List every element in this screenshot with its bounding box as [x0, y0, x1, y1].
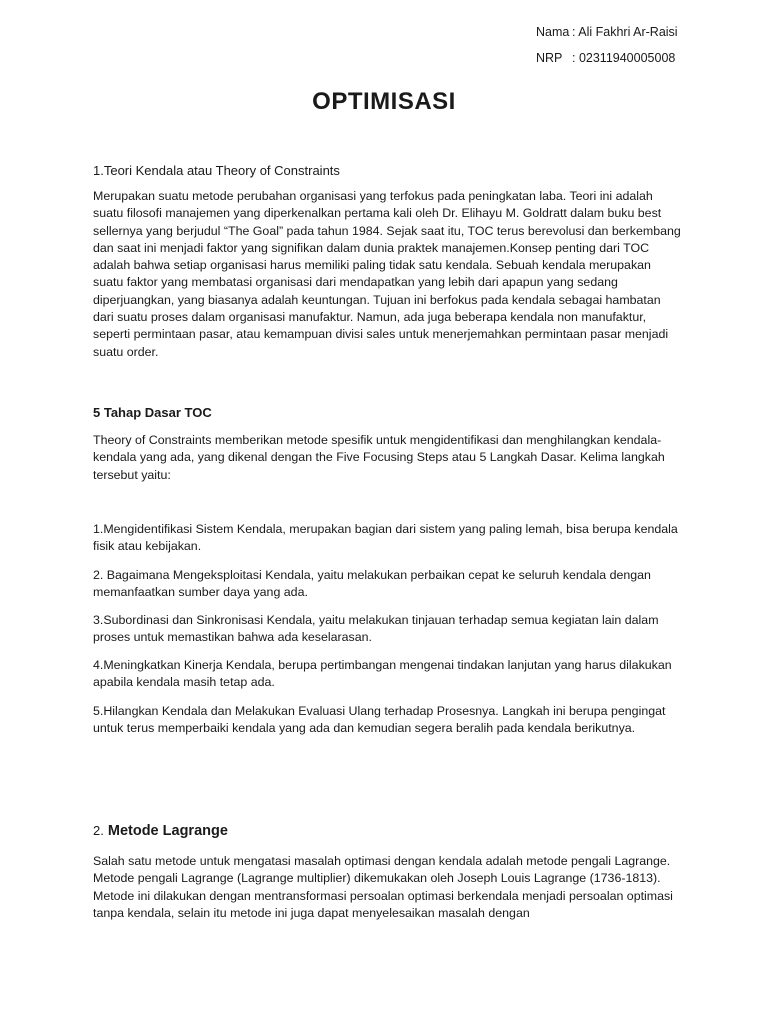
toc-step: 4.Meningkatkan Kinerja Kendala, berupa pertimbangan mengenai tindakan lanjutan yang harus dilakukan apabila kendala masih tetap ada.	[93, 658, 672, 690]
nrp-row	[536, 50, 678, 66]
toc-step-3-block	[93, 612, 683, 647]
section-2-title: Metode Lagrange	[107, 823, 228, 839]
toc-step: 5.Hilangkan Kendala dan Melakukan Evaluasi Ulang terhadap Prosesnya. Langkah ini berupa pengingat untuk terus memperbaiki kendala yang ada dan kemudian segera beralih pada kendala berikutnya.	[93, 704, 666, 736]
toc-step-2-block	[93, 567, 683, 602]
section-toc-intro-block	[93, 432, 683, 484]
toc-step: 2. Bagaimana Mengeksploitasi Kendala, yaitu melakukan perbaikan cepat ke seluruh kendala dengan memanfaatkan sumber daya yang ada.	[93, 568, 651, 600]
section-2-number: 2.	[93, 823, 104, 838]
toc-step: 1.Mengidentifikasi Sistem Kendala, merupakan bagian dari sistem yang paling lemah, bisa berupa kendala fisik atau kebijakan.	[93, 522, 678, 554]
section-toc-heading: 5 Tahap Dasar TOC	[93, 405, 212, 420]
section-toc-intro: Theory of Constraints memberikan metode spesifik untuk mengidentifikasi dan menghilangkan kendala-kendala yang ada, yang dikenal dengan the Five Focusing Steps atau 5 Langkah Dasar. Kelima langkah tersebut yaitu:	[93, 433, 665, 482]
section-2-paragraph: Salah satu metode untuk mengatasi masalah optimasi dengan kendala adalah metode pengali Lagrange. Metode pengali Lagrange (Lagrange multiplier) dikemukakan oleh Joseph Louis Lagrange (1736-1813). Metode ini dilakukan dengan mentransformasi persoalan optimasi berkendala menjadi persoalan optimasi tanpa kendala, selain itu metode ini juga dapat menyelesaikan masalah dengan	[93, 854, 673, 920]
section-1-paragraph: Merupakan suatu metode perubahan organisasi yang terfokus pada peningkatan laba. Teori ini adalah suatu filosofi manajemen yang diperkenalkan pertama kali oleh Dr. Elihayu M. Goldratt dalam buku best sellernya yang berjudul “The Goal” pada tahun 1984. Sejak saat itu, TOC terus berevolusi dan berkembang dan saat ini menjadi faktor yang signifikan dalam dunia praktek manajemen.Konsep penting dari TOC adalah bahwa setiap organisasi harus memiliki paling tidak satu kendala. Sebuah kendala merupakan suatu faktor yang membatasi organisasi dari mendapatkan yang lebih dari apapun yang sedang diperjuangkan, yang biasanya adalah keuntungan. Tujuan ini berfokus pada kendala sebagai hambatan dari suatu proses dalam organisasi manufaktur. Namun, ada juga beberapa kendala non manufaktur, seperti permintaan pasar, atau kemampuan divisi sales untuk menerjemahkan permintaan pasar menjadi suatu order.	[93, 189, 681, 359]
section-1	[93, 162, 683, 179]
toc-step-4-block	[93, 657, 683, 692]
section-2-body	[93, 853, 683, 922]
toc-step-5-block	[93, 703, 683, 738]
section-1-body	[93, 188, 683, 361]
student-info	[536, 24, 678, 76]
section-toc	[93, 404, 683, 421]
name-value: : Ali Fakhri Ar-Raisi	[572, 25, 678, 39]
nrp-label: NRP	[536, 51, 563, 65]
name-row	[536, 24, 678, 40]
document-title: OPTIMISASI	[312, 88, 456, 115]
name-label: Nama	[536, 25, 570, 39]
nrp-value: : 02311940005008	[572, 51, 676, 65]
toc-step: 3.Subordinasi dan Sinkronisasi Kendala, yaitu melakukan tinjauan terhadap semua kegiatan lain dalam proses untuk memastikan bahwa ada keselarasan.	[93, 613, 659, 645]
section-1-heading: 1.Teori Kendala atau Theory of Constraints	[93, 163, 340, 178]
section-2	[93, 822, 683, 840]
toc-step-1-block	[93, 521, 683, 556]
section-2-heading	[93, 822, 683, 840]
